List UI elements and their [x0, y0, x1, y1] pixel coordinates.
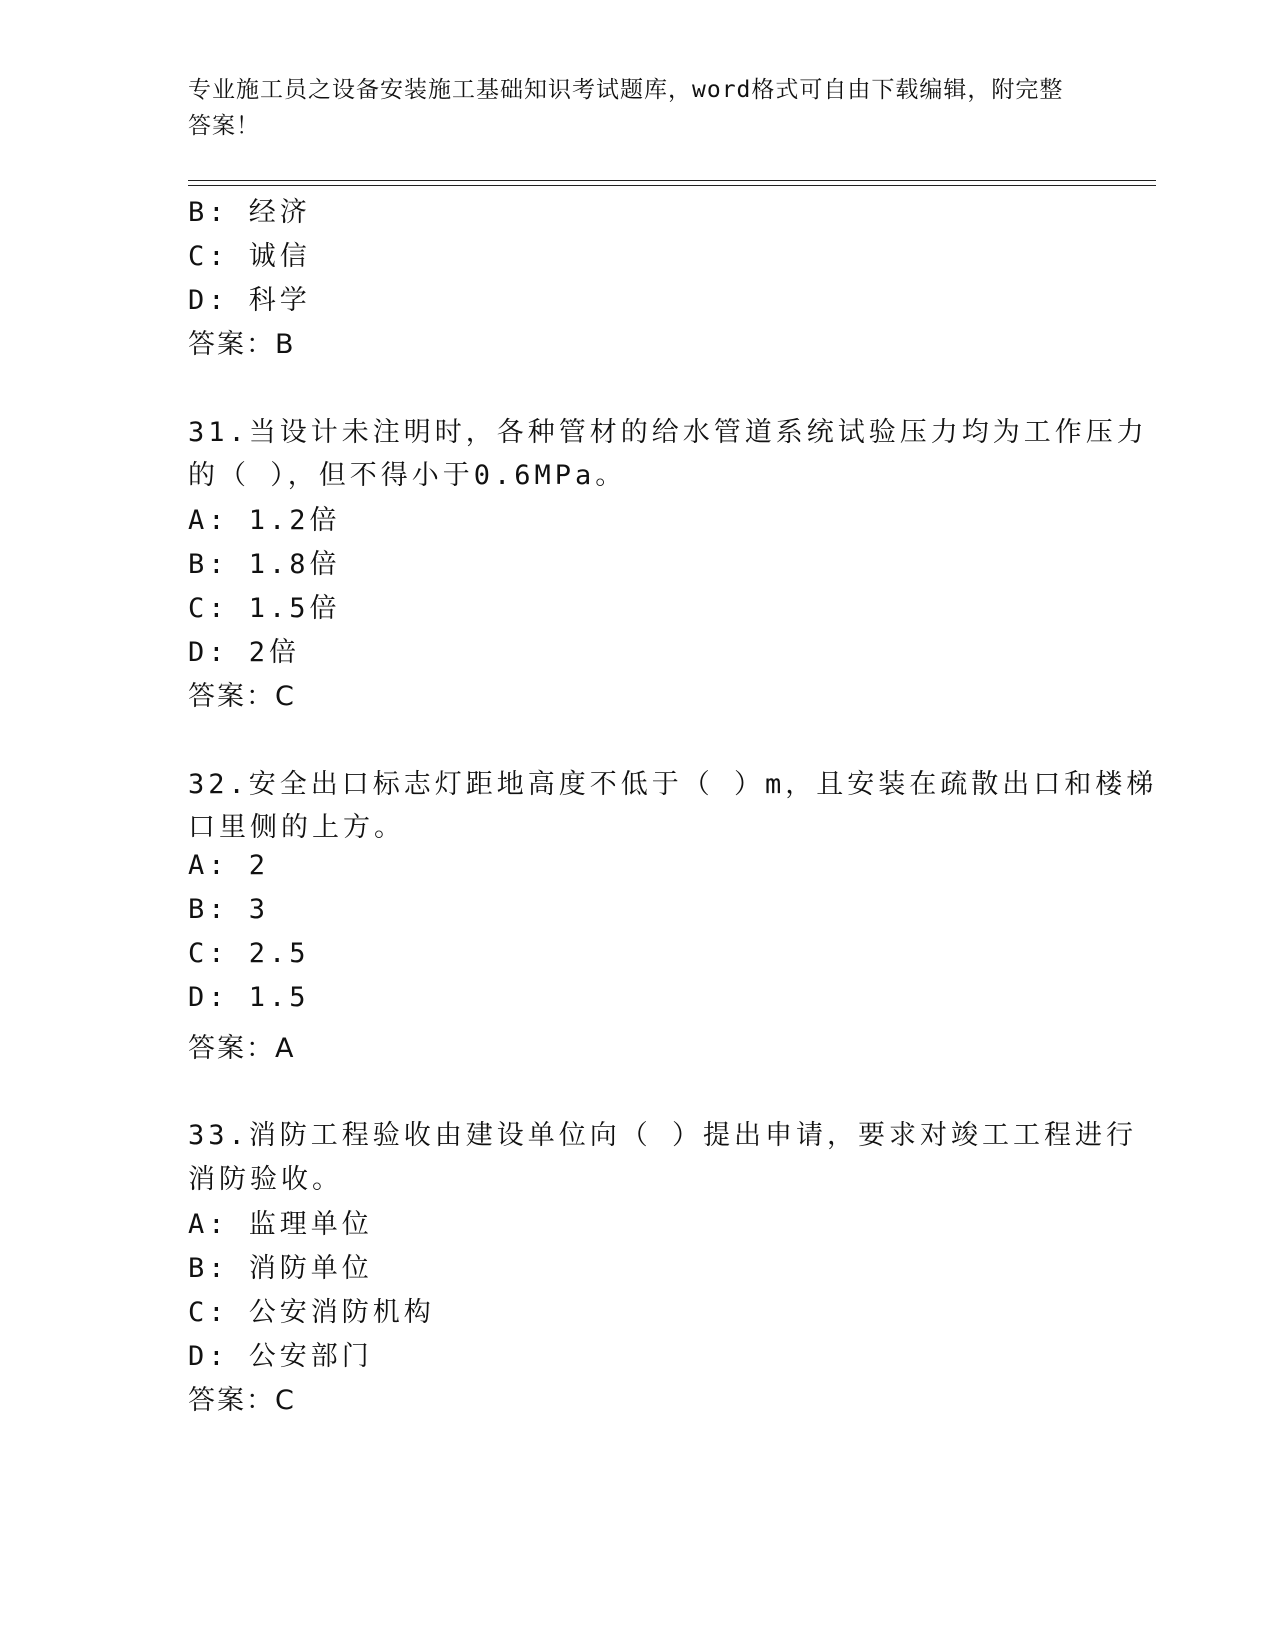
question-stem-line2: 消防验收。 [188, 1164, 343, 1195]
option-d: D: 2倍 [188, 637, 301, 668]
answer-line: 答案：C [188, 681, 296, 712]
option-b: B: 1.8倍 [188, 549, 341, 580]
option-c: C: 2.5 [188, 938, 310, 969]
option-d: D: 公安部门 [188, 1341, 373, 1372]
header-divider-bottom [188, 185, 1156, 186]
option-a: A: 2 [188, 850, 270, 881]
option-c: C: 1.5倍 [188, 593, 341, 624]
option-b: B: 经济 [188, 197, 311, 228]
answer-line: 答案：C [188, 1385, 296, 1416]
document-header: 专业施工员之设备安装施工基础知识考试题库，word格式可自由下载编辑，附完整答案！ [188, 77, 1064, 139]
option-a: A: 监理单位 [188, 1209, 373, 1240]
answer-line: 答案：A [188, 1033, 296, 1064]
option-b: B: 消防单位 [188, 1253, 373, 1284]
option-a: A: 1.2倍 [188, 505, 341, 536]
option-d: D: 1.5 [188, 982, 310, 1013]
option-c: C: 诚信 [188, 241, 311, 272]
question-stem-line1: 33.消防工程验收由建设单位向（ ）提出申请，要求对竣工工程进行 [188, 1120, 1138, 1151]
question-stem-line2: 口里侧的上方。 [188, 812, 405, 843]
question-stem-line1: 32.安全出口标志灯距地高度不低于（ ）m，且安装在疏散出口和楼梯 [188, 769, 1158, 800]
option-b: B: 3 [188, 894, 270, 925]
option-c: C: 公安消防机构 [188, 1297, 435, 1328]
question-stem-line1: 31.当设计未注明时，各种管材的给水管道系统试验压力均为工作压力 [188, 417, 1148, 448]
question-stem-line2: 的（ ），但不得小于0.6MPa。 [188, 460, 627, 491]
option-d: D: 科学 [188, 285, 311, 316]
header-divider-top [188, 180, 1156, 181]
answer-line: 答案：B [188, 329, 296, 360]
